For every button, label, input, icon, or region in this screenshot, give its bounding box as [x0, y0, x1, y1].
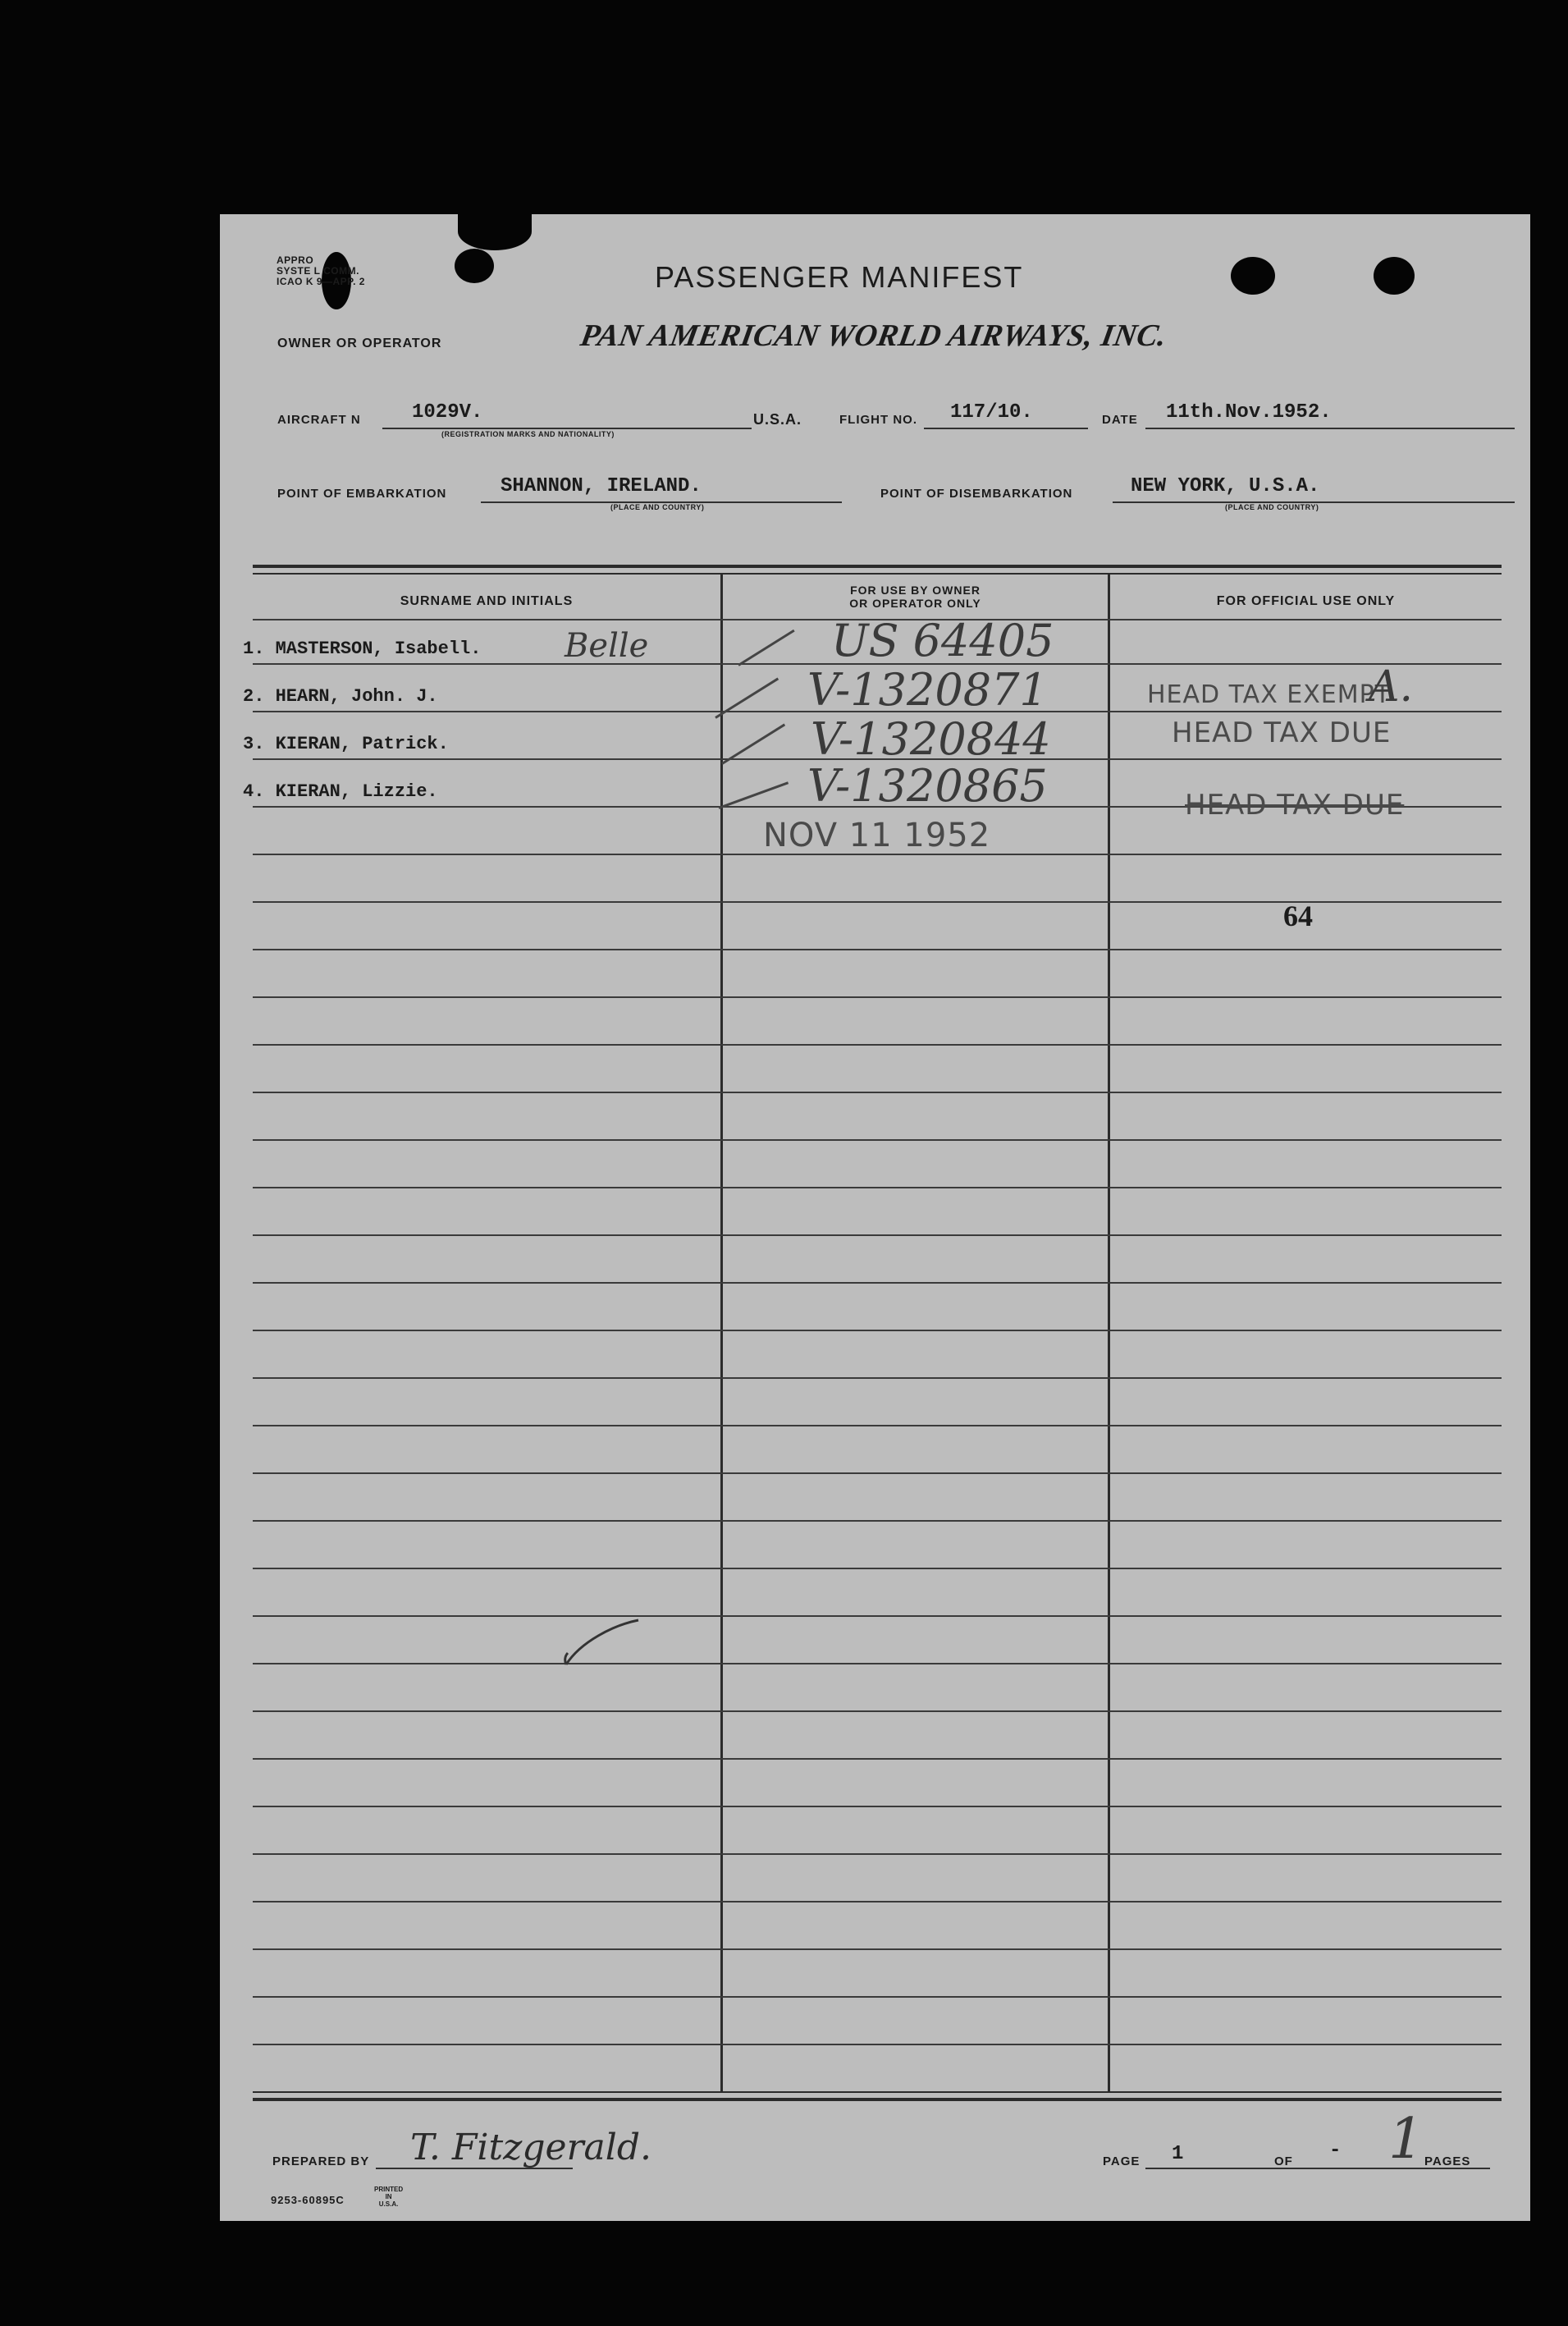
- embarkation-value: SHANNON, IRELAND.: [501, 475, 702, 497]
- official-stamp: HEAD TAX EXEMPT: [1147, 680, 1392, 709]
- country-label: U.S.A.: [753, 411, 802, 428]
- official-number: 64: [1283, 900, 1313, 932]
- check-mark: [715, 678, 779, 719]
- check-mark: [718, 781, 789, 809]
- printed-note-line-2: IN: [385, 2193, 392, 2200]
- passenger-name: 2. HEARN, John. J.: [243, 686, 438, 707]
- aircraft-value: 1029V.: [412, 401, 483, 424]
- passenger-name: 1. MASTERSON, Isabell.: [243, 639, 482, 659]
- date-value: 11th.Nov.1952.: [1166, 401, 1332, 424]
- torn-edge: [458, 213, 532, 250]
- owner-value: PAN AMERICAN WORLD AIRWAYS, INC.: [578, 318, 1170, 353]
- printed-note: [374, 2186, 403, 2208]
- of-handwritten: 1: [1388, 2107, 1424, 2172]
- page-value: 1: [1172, 2143, 1184, 2165]
- approval-line-2: SYSTE L COMM.: [277, 265, 359, 277]
- check-mark: [738, 630, 794, 666]
- official-stamp: HEAD TAX DUE: [1172, 717, 1392, 749]
- col-header-official: FOR OFFICIAL USE ONLY: [1216, 594, 1396, 608]
- operator-entry: V-1320865: [807, 760, 1048, 812]
- punch-hole-tear: [455, 249, 494, 283]
- manifest-page: [220, 214, 1530, 2221]
- punch-hole-right-2: [1374, 257, 1415, 295]
- printed-note-line-3: U.S.A.: [378, 2200, 399, 2208]
- of-value: -: [1329, 2140, 1342, 2162]
- col-header-operator: [723, 584, 1108, 610]
- col-header-name: SURNAME AND INITIALS: [400, 594, 574, 608]
- date-label: DATE: [1102, 413, 1138, 427]
- official-stamp: HEAD TAX DUE: [1185, 789, 1405, 822]
- flight-no-label: FLIGHT NO.: [839, 413, 917, 427]
- table-bottom-rule: [253, 2091, 1502, 2093]
- registration-note: (REGISTRATION MARKS AND NATIONALITY): [441, 430, 615, 438]
- disembarkation-note: (PLACE AND COUNTRY): [1225, 503, 1319, 511]
- prepared-label: PREPARED BY: [272, 2154, 370, 2168]
- page-label: PAGE: [1103, 2154, 1141, 2168]
- prepared-signature: T. Fitzgerald.: [410, 2127, 652, 2168]
- aircraft-label: AIRCRAFT N: [277, 413, 361, 427]
- printed-note-line-1: PRINTED: [374, 2186, 404, 2193]
- table-top-rule-2: [253, 573, 1502, 575]
- passenger-name: 4. KIERAN, Lizzie.: [243, 781, 438, 802]
- owner-label: OWNER OR OPERATOR: [277, 337, 442, 350]
- column-divider-1: [720, 573, 723, 2093]
- column-divider-2: [1108, 573, 1110, 2093]
- operator-entry: US 64405: [831, 615, 1054, 666]
- embarkation-label: POINT OF EMBARKATION: [277, 487, 447, 501]
- embarkation-note: (PLACE AND COUNTRY): [610, 503, 705, 511]
- approval-line-1: APPRO: [277, 254, 314, 266]
- operator-entry: V-1320871: [807, 664, 1048, 716]
- of-label: OF: [1274, 2154, 1293, 2168]
- approval-notice: [277, 255, 365, 287]
- approval-line-3: ICAO K 9—APP. 2: [277, 276, 365, 287]
- punch-hole-right-1: [1231, 257, 1275, 295]
- col-header-operator-line-2: OR OPERATOR ONLY: [849, 597, 981, 610]
- form-number: 9253-60895C: [271, 2194, 345, 2206]
- flight-no-value: 117/10.: [950, 401, 1033, 424]
- operator-entry: V-1320844: [811, 713, 1051, 765]
- pen-mark: [556, 1614, 647, 1671]
- col-header-operator-line-1: FOR USE BY OWNER: [850, 584, 981, 597]
- passenger-name: 3. KIERAN, Patrick.: [243, 734, 449, 754]
- table-top-rule: [253, 565, 1502, 568]
- pages-label: PAGES: [1424, 2154, 1471, 2168]
- date-stamp: NOV 11 1952: [763, 817, 991, 854]
- page-title: PASSENGER MANIFEST: [655, 260, 1024, 294]
- official-initial: A.: [1369, 662, 1414, 712]
- disembarkation-value: NEW YORK, U.S.A.: [1131, 475, 1320, 497]
- table-bottom-rule-2: [253, 2098, 1502, 2101]
- name-annotation: Belle: [565, 627, 649, 665]
- disembarkation-label: POINT OF DISEMBARKATION: [880, 487, 1073, 501]
